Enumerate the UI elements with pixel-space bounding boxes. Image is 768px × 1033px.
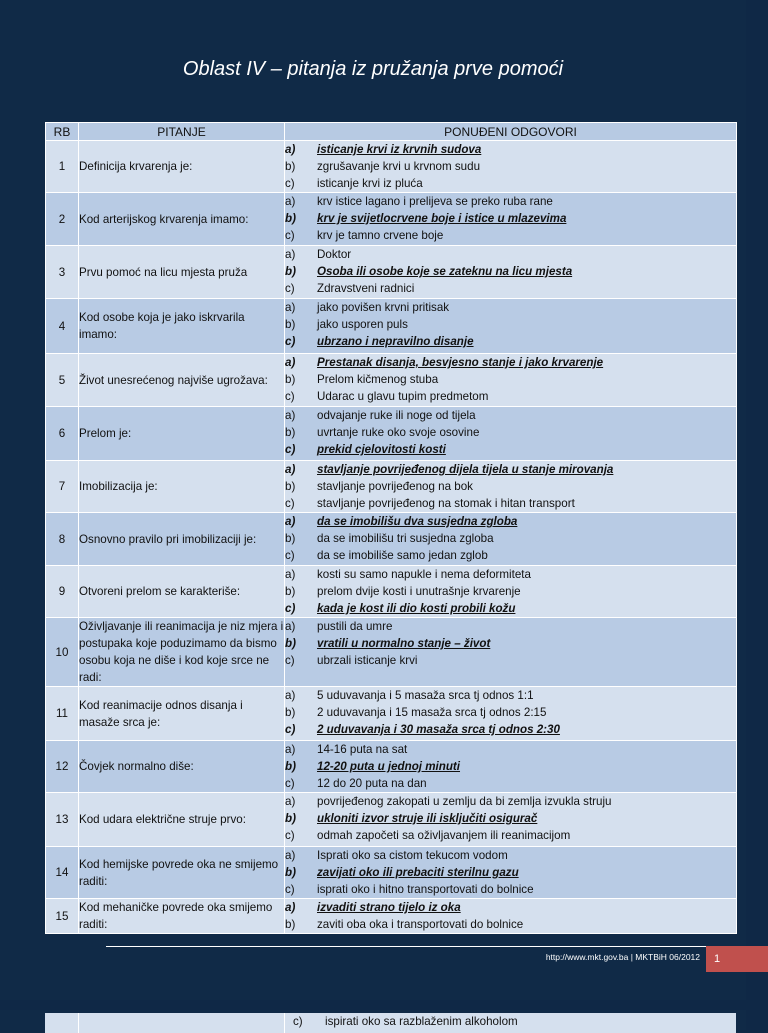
option-text: povrijeđenog zakopati u zemlju da bi zemlja izvukla struju (317, 795, 612, 808)
question-row (46, 566, 737, 618)
option-text: izvaditi strano tijelo iz oka (317, 901, 461, 914)
question-number: 12 (46, 741, 79, 793)
option-text: zavijati oko ili prebaciti sterilnu gazu (317, 866, 519, 879)
option-text: stavljanje povrijeđenog na stomak i hitan transport (317, 497, 575, 510)
correct-answer-option (285, 141, 736, 158)
answer-option (285, 175, 736, 192)
option-text: da se imobiliše samo jedan zglob (317, 549, 488, 562)
correct-answer-option (285, 354, 736, 371)
question-row (46, 299, 737, 354)
question-text: Definicija krvarenja je: (79, 141, 285, 193)
option-letter: b) (285, 706, 296, 719)
answer-option (285, 618, 736, 635)
correct-answer-option (285, 263, 736, 280)
question-number: 15 (46, 899, 79, 934)
answer-options (285, 741, 737, 793)
option-letter: a) (285, 515, 296, 528)
question-text: Kod reanimacije odnos disanja i masaže srca je: (79, 687, 285, 741)
option-text: ukloniti izvor struje ili isključiti osigurač (317, 812, 538, 825)
question-row (46, 246, 737, 299)
option-letter: c) (285, 883, 295, 896)
option-letter: c) (285, 654, 295, 667)
question-number: 4 (46, 299, 79, 354)
answer-option (285, 881, 736, 898)
question-row (46, 793, 737, 847)
questions-body (46, 141, 737, 934)
option-letter: c) (293, 1015, 303, 1028)
question-row (46, 687, 737, 741)
option-text: Doktor (317, 248, 352, 261)
correct-answer-option (285, 758, 736, 775)
option-letter: b) (285, 866, 296, 879)
option-letter: a) (285, 901, 296, 914)
option-letter: b) (285, 160, 296, 173)
option-letter: c) (285, 602, 296, 615)
correct-answer-option (285, 635, 736, 652)
option-letter: c) (285, 829, 295, 842)
answer-options (285, 407, 737, 461)
option-letter: a) (285, 356, 296, 369)
question-number: 3 (46, 246, 79, 299)
option-text: 2 uduvavanja i 15 masaža srca tj odnos 2:15 (317, 706, 547, 719)
correct-answer-option (285, 461, 736, 478)
option-text: krv je svijetlocrvene boje i istice u mlazevima (317, 212, 567, 225)
option-text: kada je kost ili dio kosti probili kožu (317, 602, 516, 615)
option-letter: a) (285, 409, 296, 422)
header-pitanje: PITANJE (79, 123, 285, 141)
correct-answer-option (285, 210, 736, 227)
page-title: Oblast IV – pitanja iz pružanja prve pomoći (182, 58, 564, 80)
answer-option (285, 827, 736, 844)
option-text: odmah započeti sa oživljavanjem ili reanimacijom (317, 829, 571, 842)
answer-option (285, 227, 736, 244)
answer-options (285, 193, 737, 246)
option-text: 5 uduvavanja i 5 masaža srca tj odnos 1:1 (317, 689, 534, 702)
question-row (46, 741, 737, 793)
option-text: Zdravstveni radnici (317, 282, 415, 295)
option-letter: a) (285, 620, 296, 633)
option-letter: c) (285, 229, 295, 242)
questions-table (45, 122, 737, 934)
option-letter: a) (285, 795, 296, 808)
question-text: Otvoreni prelom se karakteriše: (79, 566, 285, 618)
option-letter: b) (285, 585, 296, 598)
option-text: da se imobilišu dva susjedna zgloba (317, 515, 518, 528)
option-letter: b) (285, 812, 296, 825)
option-letter: b) (285, 265, 296, 278)
answer-options (285, 687, 737, 741)
option-text: ubrzali isticanje krvi (317, 654, 418, 667)
option-letter: c) (285, 549, 295, 562)
answer-option (285, 158, 736, 175)
option-text: pustili da umre (317, 620, 393, 633)
answer-option (285, 388, 736, 405)
question-text: Kod hemijske povrede oka ne smijemo raditi: (79, 847, 285, 899)
answer-option (285, 280, 736, 297)
option-letter: c) (285, 335, 296, 348)
question-text: Imobilizacija je: (79, 461, 285, 513)
answer-option (285, 407, 736, 424)
footer-text: http://www.mkt.gov.ba | MKTBiH 06/2012 (545, 952, 700, 962)
option-letter: b) (285, 760, 296, 773)
option-text: 12-20 puta u jednoj minuti (317, 760, 461, 773)
option-text: isticanje krvi iz krvnih sudova (317, 143, 482, 156)
option-letter: c) (285, 443, 296, 456)
option-letter: b) (285, 318, 296, 331)
option-letter: b) (285, 480, 296, 493)
option-text: da se imobilišu tri susjedna zgloba (317, 532, 494, 545)
option-text: ispirati oko sa razblaženim alkoholom (325, 1015, 518, 1028)
answer-option (285, 583, 736, 600)
answer-option (285, 775, 736, 792)
answer-options (285, 513, 737, 566)
option-letter: a) (285, 195, 296, 208)
question-text: Prelom je: (79, 407, 285, 461)
option-text: odvajanje ruke ili noge od tijela (317, 409, 476, 422)
next-page-option (293, 1013, 518, 1030)
option-letter: a) (285, 463, 296, 476)
option-letter: b) (285, 212, 296, 225)
answer-option (285, 530, 736, 547)
option-letter: c) (285, 282, 295, 295)
question-number: 1 (46, 141, 79, 193)
answer-option (285, 371, 736, 388)
question-text: Prvu pomoć na licu mjesta pruža (79, 246, 285, 299)
question-row (46, 354, 737, 407)
option-text: kosti su samo napukle i nema deformiteta (317, 568, 531, 581)
question-number: 8 (46, 513, 79, 566)
option-text: zgrušavanje krvi u krvnom sudu (317, 160, 481, 173)
correct-answer-option (285, 441, 736, 458)
question-text: Život unesrećenog najviše ugrožava: (79, 354, 285, 407)
option-text: Prestanak disanja, besvjesno stanje i jako krvarenje (317, 356, 604, 369)
correct-answer-option (285, 600, 736, 617)
option-text: isprati oko i hitno transportovati do bolnice (317, 883, 534, 896)
option-text: Isprati oko sa cistom tekucom vodom (317, 849, 508, 862)
header-odgovori: PONUĐENI ODGOVORI (285, 123, 737, 141)
option-letter: a) (285, 143, 296, 156)
answer-option (285, 687, 736, 704)
answer-options (285, 618, 737, 687)
option-text: krv istice lagano i prelijeva se preko ruba rane (317, 195, 553, 208)
option-letter: a) (285, 568, 296, 581)
question-number: 2 (46, 193, 79, 246)
option-text: isticanje krvi iz pluća (317, 177, 423, 190)
question-text: Kod arterijskog krvarenja imamo: (79, 193, 285, 246)
question-row (46, 141, 737, 193)
answer-option (285, 478, 736, 495)
question-row (46, 899, 737, 934)
option-letter: c) (285, 497, 295, 510)
option-letter: a) (285, 743, 296, 756)
option-letter: a) (285, 689, 296, 702)
option-text: Udarac u glavu tupim predmetom (317, 390, 489, 403)
question-number: 13 (46, 793, 79, 847)
answer-options (285, 899, 737, 934)
option-letter: a) (285, 849, 296, 862)
correct-answer-option (285, 810, 736, 827)
option-letter: b) (285, 637, 296, 650)
answer-option (285, 704, 736, 721)
option-text: jako usporen puls (317, 318, 408, 331)
question-number: 14 (46, 847, 79, 899)
answer-option (285, 246, 736, 263)
correct-answer-option (285, 513, 736, 530)
question-number: 9 (46, 566, 79, 618)
answer-option (285, 193, 736, 210)
option-text: Prelom kičmenog stuba (317, 373, 439, 386)
answer-option (285, 566, 736, 583)
option-letter: c) (285, 777, 295, 790)
option-text: 14-16 puta na sat (317, 743, 408, 756)
answer-options (285, 141, 737, 193)
option-text: Osoba ili osobe koje se zateknu na licu mjesta (317, 265, 573, 278)
question-text: Osnovno pravilo pri imobilizaciji je: (79, 513, 285, 566)
option-letter: a) (285, 248, 296, 261)
option-text: stavljanje povrijeđenog dijela tijela u stanje mirovanja (317, 463, 614, 476)
option-letter: b) (285, 373, 296, 386)
next-page-row (45, 1013, 736, 1033)
correct-answer-option (285, 864, 736, 881)
next-page-cell-divider (78, 1013, 79, 1033)
correct-answer-option (285, 333, 736, 350)
option-letter: c) (285, 723, 296, 736)
answer-options (285, 847, 737, 899)
option-text: prekid cjelovitosti kosti (317, 443, 446, 456)
footer-divider (106, 946, 706, 947)
option-text: prelom dvije kosti i unutrašnje krvarenje (317, 585, 521, 598)
question-row (46, 618, 737, 687)
question-text: Kod mehaničke povrede oka smijemo raditi: (79, 899, 285, 934)
answer-option (285, 793, 736, 810)
option-text: zaviti oba oka i transportovati do bolnice (317, 918, 524, 931)
next-page-cell-divider (284, 1013, 285, 1033)
option-letter: b) (285, 426, 296, 439)
answer-option (285, 316, 736, 333)
question-text: Čovjek normalno diše: (79, 741, 285, 793)
option-text: krv je tamno crvene boje (317, 229, 444, 242)
option-letter: c) (285, 390, 295, 403)
answer-option (285, 916, 736, 933)
page-number: 1 (706, 946, 768, 972)
question-row (46, 193, 737, 246)
question-number: 11 (46, 687, 79, 741)
answer-option (285, 847, 736, 864)
question-text: Oživljavanje ili reanimacija je niz mjera i postupaka koje poduzimamo da bismo osobu koja ne diše i kod koje srce ne radi: (79, 618, 285, 687)
option-text: uvrtanje ruke oko svoje osovine (317, 426, 480, 439)
question-text: Kod udara električne struje prvo: (79, 793, 285, 847)
option-text: 2 uduvavanja i 30 masaža srca tj odnos 2:30 (317, 723, 560, 736)
answer-options (285, 566, 737, 618)
option-text: stavljanje povrijeđenog na bok (317, 480, 473, 493)
answer-option (285, 495, 736, 512)
option-letter: c) (285, 177, 295, 190)
option-text: 12 do 20 puta na dan (317, 777, 427, 790)
option-letter: a) (285, 301, 296, 314)
answer-option (285, 652, 736, 669)
question-row (46, 513, 737, 566)
answer-option (285, 424, 736, 441)
answer-options (285, 299, 737, 354)
question-row (46, 407, 737, 461)
question-number: 6 (46, 407, 79, 461)
answer-option (285, 547, 736, 564)
option-text: jako povišen krvni pritisak (317, 301, 450, 314)
option-text: ubrzano i nepravilno disanje (317, 335, 474, 348)
answer-option (285, 741, 736, 758)
question-text: Kod osobe koja je jako iskrvarila imamo: (79, 299, 285, 354)
answer-options (285, 461, 737, 513)
option-letter: b) (285, 532, 296, 545)
question-row (46, 847, 737, 899)
question-row (46, 461, 737, 513)
question-number: 5 (46, 354, 79, 407)
answer-options (285, 793, 737, 847)
header-rb: RB (46, 123, 79, 141)
correct-answer-option (285, 721, 736, 738)
question-number: 7 (46, 461, 79, 513)
option-letter: b) (285, 918, 296, 931)
correct-answer-option (285, 899, 736, 916)
option-text: vratili u normalno stanje – život (317, 637, 491, 650)
question-number: 10 (46, 618, 79, 687)
answer-options (285, 354, 737, 407)
answer-option (285, 299, 736, 316)
answer-options (285, 246, 737, 299)
